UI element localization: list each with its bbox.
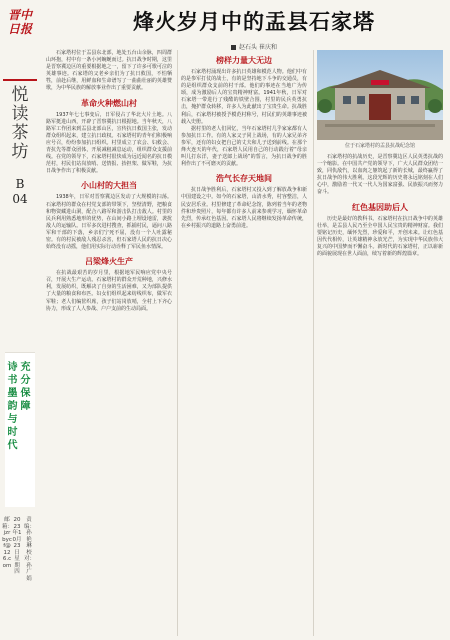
logo-rule <box>3 79 37 81</box>
sidebar <box>0 0 40 640</box>
article-headline: 烽火岁月中的盂县石家塔 <box>133 9 375 34</box>
section-heading: 榜样力量大无边 <box>216 55 272 65</box>
page-letter: B <box>15 177 25 191</box>
section-body: 在抗战最艰苦的岁月里，根据地军民响应党中央号召，开展大生产运动。石家塔村的群众开荒种地，兴修水利，发展纺织，既解决了自身的生活困难，又为部队提供了大量的粮食和布匹。妇女们组织起来纺线织布，做军衣军鞋；老人们编筐织席，孩子们站岗放哨，全村上下齐心协力，形成了人人参战、户户支前的生动局面。 <box>46 270 172 312</box>
intro-paragraph: 石家塔村位于盂县东北部，地处五台山余脉，四周群山环抱，村中有一条小河蜿蜒而过。抗日战争时期，这里是晋察冀边区的重要根据地之一，留下了许多可歌可泣的英雄事迹。石家塔的父老乡亲们为了抗日救国，不怕牺牲，前赴后继，用鲜血和生命谱写了一曲曲壮丽的英雄赞歌，为中华民族的解放事业作出了重要贡献。 <box>46 50 172 92</box>
photo-caption: 位于石家塔村的盂县抗战纪念馆 <box>344 143 415 149</box>
memorial-photo <box>317 50 443 140</box>
column-1 <box>46 50 172 313</box>
byline-text: 赵石头 崔庆和 <box>239 44 277 51</box>
section-title: 悦读茶坊 <box>11 85 29 162</box>
memorial-building-image <box>317 50 443 140</box>
column-divider <box>313 50 314 636</box>
section-heading: 吕梁烽火生产 <box>85 256 133 267</box>
byline-marker-icon <box>231 45 236 50</box>
page-number: 04 <box>12 192 28 206</box>
section-body: 抗日战争胜利后，石家塔村又投入到了解放战争和新中国建设之中。如今的石家塔，山清水秀，村容整洁，人民安居乐业。村里修建了革命纪念馆，陈列着当年的老物件和珍贵照片，每年都有许多人前来参观学习，缅怀革命先烈，传承红色基因。石家塔人民将继续发扬革命传统，在乡村振兴的道路上奋勇前进。 <box>181 187 307 229</box>
column-2 <box>181 50 307 230</box>
slogan-box <box>5 352 35 507</box>
section-heading: 红色基因助后人 <box>352 201 408 212</box>
column-3 <box>317 50 443 258</box>
section-heading: 小山村的大担当 <box>81 180 137 191</box>
column-divider <box>177 50 178 636</box>
section-body: 石家塔村涌现出许多抗日英雄和模范人物。他们中有的是参军打仗的战士，有的是坚持地下斗争的交通员，有的是组织群众支前的村干部。他们的事迹在当地广为传颂，成为激励后人的宝贵精神财富。1941年秋，日军对石家塔一带进行了残酷的铁壁合围，村里的民兵英勇抗击，掩护群众转移，许多人为此献出了宝贵生命。抗战胜利后，石家塔村被授予模范村称号，村民们的英雄事迹被载入史册。 <box>181 69 307 125</box>
section-body: 1937年七七事变后，日军侵占了华北大片土地。八路军挺进山西，开辟了晋察冀抗日根据地。当年秋天，八路军工作团来到盂县北部山区，宣传抗日救国主张，发动群众组织起来，建立抗日政权。石家塔村的青年们积极响应号召，纷纷参加抗日组织。村里成立了农会、妇救会、青抗先等群众团体，开展减租减息运动，组织群众支援前线。在党的领导下，石家塔村很快成为远近闻名的抗日模范村，村民们站岗放哨、送情报、抬担架、做军鞋，为抗日战争作出了积极贡献。 <box>46 111 172 175</box>
section-heading: 革命火种燃山村 <box>81 97 137 108</box>
article-area <box>44 0 448 640</box>
section-body: 历史是最好的教科书。石家塔村在抗日战争中的英雄壮举，是盂县人民乃至全中国人民宝贵的精神财富。我们要铭记历史，缅怀先烈，珍爱和平，开创未来。让红色基因代代相传，让英雄精神永放光芒，为实现中华民族伟大复兴的中国梦而不懈奋斗。新时代的石家塔村，正以崭新的面貌展现在世人面前，续写着新的辉煌篇章。 <box>317 215 443 258</box>
footer-email: 邮箱：jzrbycf@126.com <box>2 517 14 569</box>
slogan-line-2: 诗书墨韵与时代 <box>7 362 18 451</box>
footer-date: 2023年10月23日 星期四 <box>12 517 22 575</box>
section-body-extra: 石家塔村的抗战历史，是晋察冀边区人民英勇抗战的一个缩影。在中国共产党的领导下，广大人民群众团结一致，同仇敌忾，以血肉之躯筑起了新的长城，最终赢得了抗日战争的伟大胜利。这段光辉的历史将永远铭刻在人们心中，激励着一代又一代人为国家富强、民族振兴而努力奋斗。 <box>317 154 443 196</box>
slogan-line-1: 充分保障 <box>20 362 31 412</box>
section-body-extra: 据村里的老人们回忆，当年石家塔村几乎家家都有人参加抗日工作。有的人家父子同上战场，有的人家兄弟齐参军，还有的妇女把自己的丈夫和儿子送到前线。在那个烽火连天的年代，石家塔人民用自己的行动践行着“母亲叫儿打东洋，妻子送郎上战场”的誓言，为抗日战争的胜利作出了不可磨灭的贡献。 <box>181 125 307 168</box>
section-heading: 浩气长存天地间 <box>216 173 272 184</box>
newspaper-logo: 晋中日报 <box>7 8 32 36</box>
section-body: 1938年，日军对晋察冀边区发动了大规模的扫荡。石家塔村的群众在村党支部的带领下，坚壁清野，把粮食和物资藏进山洞，配合八路军和游击队打击敌人。村里的民兵利用熟悉地形的优势，在山间小路上埋设地雷，袭扰敌人的运输队。日军多次进村搜查，抓捕村民，逼问八路军和干部的下落，乡亲们宁死不屈，没有一个人吐露秘密。有的村民被敌人残忍杀害，但石家塔人民的抗日决心始终没有动摇，他们用实际行动诠释了军民鱼水情深。 <box>46 194 172 251</box>
footer-editor: 责编：孙艳琳 校对：孙广娟 <box>24 517 36 582</box>
page-code <box>6 177 34 207</box>
